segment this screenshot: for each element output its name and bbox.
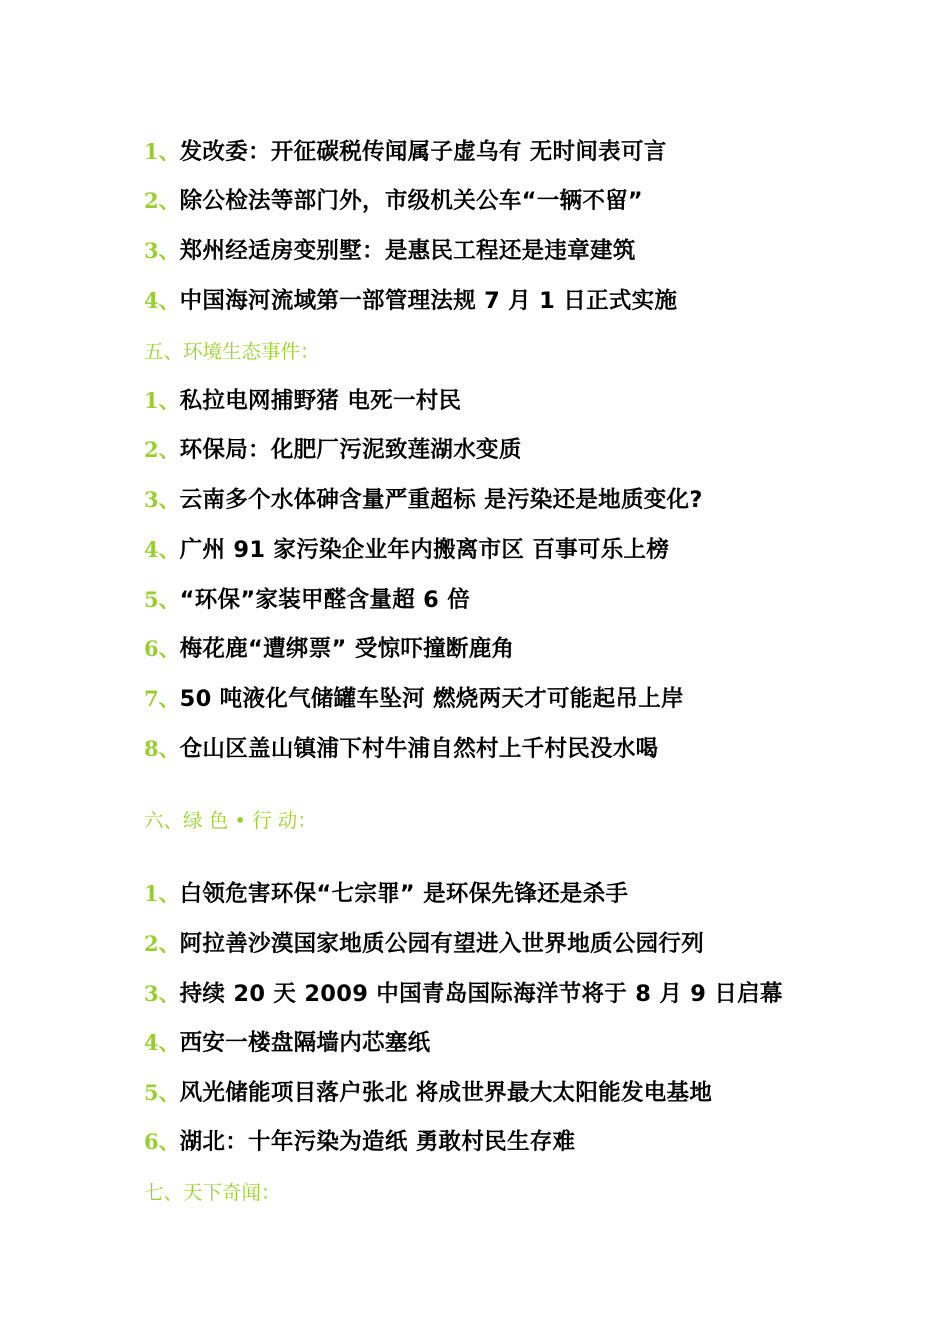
item-text: 风光储能项目落户张北 将成世界最大太阳能发电基地 [179, 1080, 713, 1106]
item-text: 私拉电网捕野猪 电死一村民 [179, 388, 462, 414]
list-item [144, 684, 684, 714]
item-text: 广州 91 家污染企业年内搬离市区 百事可乐上榜 [179, 537, 670, 563]
list-item [144, 1127, 575, 1157]
item-number: 3、 [144, 238, 180, 263]
item-number: 1、 [144, 881, 180, 906]
item-text: 湖北：十年污染为造纸 勇敢村民生存难 [179, 1129, 576, 1155]
item-number: 8、 [144, 736, 180, 761]
item-text: 阿拉善沙漠国家地质公园有望进入世界地质公园行列 [179, 931, 705, 957]
item-number: 5、 [144, 587, 180, 612]
item-number: 4、 [144, 1030, 180, 1055]
item-text: 仓山区盖山镇浦下村牛浦自然村上千村民没水喝 [179, 736, 659, 762]
list-item [144, 585, 470, 615]
item-number: 6、 [144, 636, 180, 661]
list-item [144, 386, 461, 416]
list-item [144, 485, 703, 515]
item-text: 持续 20 天 2009 中国青岛国际海洋节将于 8 月 9 日启幕 [179, 981, 783, 1007]
list-item [144, 236, 636, 266]
item-number: 2、 [144, 437, 180, 462]
item-number: 6、 [144, 1129, 180, 1154]
item-text: 中国海河流域第一部管理法规 7 月 1 日正式实施 [179, 288, 678, 314]
item-text: 西安一楼盘隔墙内芯塞纸 [179, 1030, 431, 1056]
item-text: 梅花鹿“遭绑票” 受惊吓撞断鹿角 [179, 636, 515, 662]
list-item [144, 734, 658, 764]
item-number: 3、 [144, 487, 180, 512]
item-text: 发改委：开征碳税传闻属子虚乌有 无时间表可言 [179, 139, 667, 165]
item-number: 5、 [144, 1080, 180, 1105]
list-item [144, 1028, 430, 1058]
list-item [144, 879, 628, 909]
item-number: 4、 [144, 537, 180, 562]
item-number: 2、 [144, 188, 180, 213]
list-item [144, 186, 643, 216]
list-item [144, 286, 677, 316]
item-number: 1、 [144, 139, 180, 164]
list-item [144, 1078, 712, 1108]
item-number: 4、 [144, 288, 180, 313]
item-text: 郑州经适房变别墅：是惠民工程还是违章建筑 [179, 238, 636, 264]
item-text: 云南多个水体砷含量严重超标 是污染还是地质变化? [179, 487, 703, 513]
section-heading-environment: 五、环境生态事件： [144, 340, 320, 363]
list-item [144, 929, 704, 959]
item-text: 除公检法等部门外，市级机关公车“一辆不留” [179, 188, 644, 214]
item-text: 50 吨液化气储罐车坠河 燃烧两天才可能起吊上岸 [179, 686, 684, 712]
section-heading-green-action: 六、绿 色 • 行 动： [144, 809, 317, 832]
section-heading-world-news: 七、天下奇闻： [144, 1181, 281, 1204]
item-number: 3、 [144, 981, 180, 1006]
list-item [144, 634, 514, 664]
item-number: 1、 [144, 388, 180, 413]
list-item [144, 979, 783, 1009]
item-number: 2、 [144, 931, 180, 956]
list-item [144, 137, 667, 167]
list-item [144, 435, 522, 465]
item-text: 环保局：化肥厂污泥致莲湖水变质 [179, 437, 522, 463]
list-item [144, 535, 669, 565]
item-number: 7、 [144, 686, 180, 711]
item-text: 白领危害环保“七宗罪” 是环保先锋还是杀手 [179, 881, 629, 907]
item-text: “环保”家装甲醛含量超 6 倍 [179, 587, 471, 613]
